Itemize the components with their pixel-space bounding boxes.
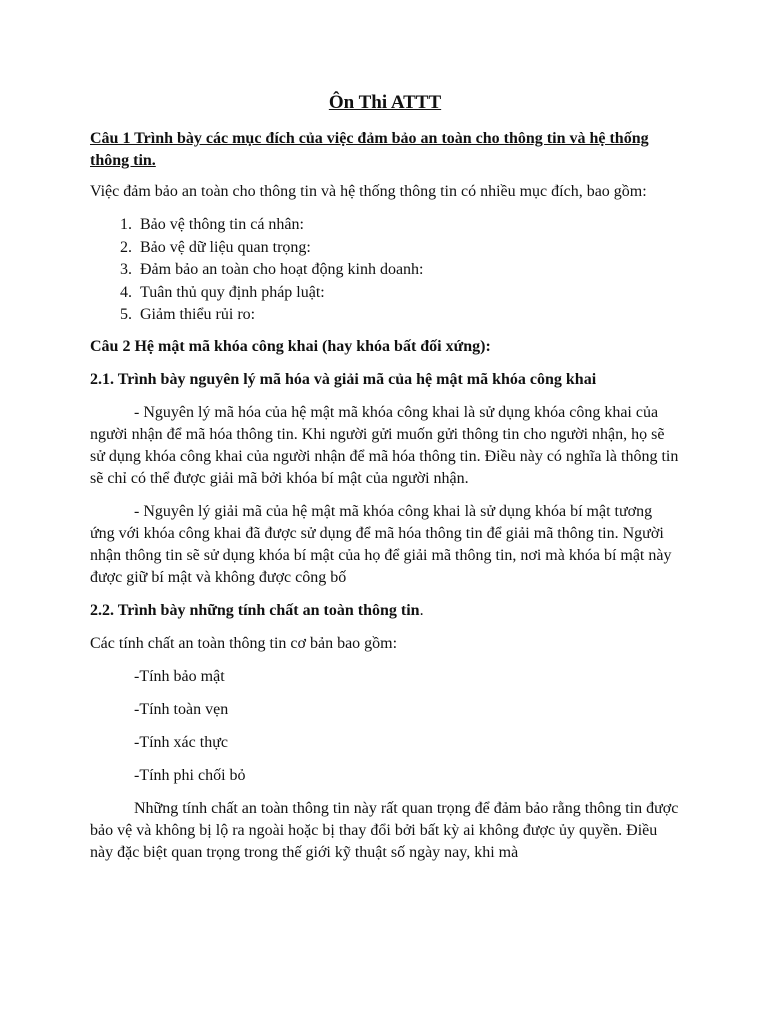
- section-2-2-heading-period: .: [419, 601, 424, 619]
- decryption-principle-paragraph: - Nguyên lý giải mã của hệ mật mã khóa công khai là sử dụng khóa bí mật tương ứng với khóa công khai đã được sử dụng để mã hóa thông tin để giải mã thông tin. Người nhận thông tin sẽ sử dụng khóa bí mật của họ để giải mã thông tin, nơi mà khóa bí mật này được giữ bí mật và không được công bố: [90, 502, 672, 586]
- property-item: -Tính toàn vẹn: [134, 700, 229, 718]
- encryption-principle-paragraph: - Nguyên lý mã hóa của hệ mật mã khóa công khai là sử dụng khóa công khai của người nhận để mã hóa thông tin. Khi người gửi muốn gửi thông tin cho người nhận, họ sẽ sử dụng khóa công khai của người nhận để mã hóa thông tin. Điều này có nghĩa là thông tin sẽ chỉ có thể được giải mã bởi khóa bí mật của người nhận.: [90, 403, 679, 487]
- list-item: 2. Bảo vệ dữ liệu quan trọng:: [136, 237, 680, 260]
- property-item: -Tính bảo mật: [134, 667, 225, 685]
- goals-list: [90, 214, 680, 327]
- list-item: 5. Giảm thiểu rủi ro:: [136, 304, 680, 327]
- property-item: -Tính xác thực: [134, 733, 228, 751]
- list-item: 3. Đảm bảo an toàn cho hoạt động kinh doanh:: [136, 259, 680, 282]
- property-item: -Tính phi chối bỏ: [134, 766, 246, 784]
- list-item: 4. Tuân thủ quy định pháp luật:: [136, 282, 680, 305]
- section-2-1-heading: 2.1. Trình bày nguyên lý mã hóa và giải mã của hệ mật mã khóa công khai: [90, 370, 597, 388]
- closing-paragraph: Những tính chất an toàn thông tin này rất quan trọng để đảm bảo rằng thông tin được bảo vệ và không bị lộ ra ngoài hoặc bị thay đổi bởi bất kỳ ai không được ủy quyền. Điều này đặc biệt quan trọng trong thế giới kỹ thuật số ngày nay, khi mà: [90, 799, 679, 861]
- document-title: Ôn Thi ATTT: [328, 92, 442, 113]
- properties-intro: Các tính chất an toàn thông tin cơ bản bao gồm:: [90, 634, 398, 652]
- question-1-intro: Việc đảm bảo an toàn cho thông tin và hệ thống thông tin có nhiều mục đích, bao gồm:: [90, 183, 647, 200]
- document-page: [90, 90, 680, 875]
- question-2-heading: Câu 2 Hệ mật mã khóa công khai (hay khóa bất đối xứng):: [90, 337, 491, 355]
- question-1-heading: Câu 1 Trình bày các mục đích của việc đảm bảo an toàn cho thông tin và hệ thống thông tin.: [90, 130, 649, 169]
- list-item: 1. Bảo vệ thông tin cá nhân:: [136, 214, 680, 237]
- section-2-2-heading: 2.2. Trình bày những tính chất an toàn thông tin: [90, 601, 420, 619]
- section-2-2-heading-line: [90, 600, 680, 622]
